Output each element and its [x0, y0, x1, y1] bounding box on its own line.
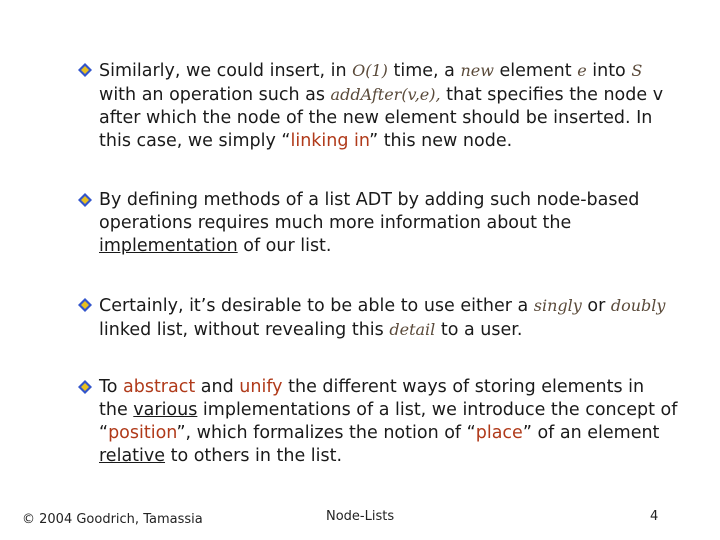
text-segment: with an operation such as: [99, 85, 331, 105]
text-segment: Certainly, it’s desirable to be able to use either a: [99, 296, 534, 316]
bullet-1-text: [99, 59, 678, 153]
text-segment: position: [108, 423, 177, 443]
bullet-3: [78, 294, 678, 342]
text-segment: doubly: [610, 296, 666, 315]
text-segment: To: [99, 377, 123, 397]
text-segment: and: [195, 377, 240, 397]
diamond-bullet-icon: [78, 63, 92, 77]
text-segment: to a user.: [435, 320, 523, 340]
diamond-bullet-icon: [78, 193, 92, 207]
text-segment: place: [475, 423, 523, 443]
diamond-bullet-icon: [78, 380, 92, 394]
text-segment: implementation: [99, 236, 238, 256]
text-segment: to others in the list.: [165, 446, 343, 466]
text-segment: or: [581, 296, 611, 316]
footer-copyright: © 2004 Goodrich, Tamassia: [22, 512, 203, 527]
bullet-2: [78, 189, 678, 258]
text-segment: element: [493, 61, 578, 81]
text-segment: implementations of a list, we introduce the concept of “: [99, 400, 678, 443]
text-segment: time, a: [387, 61, 461, 81]
text-segment: O(1): [352, 61, 388, 80]
text-segment: singly: [533, 296, 582, 315]
text-segment: ” of an element: [522, 423, 660, 443]
text-segment: By defining methods of a list ADT by adding such node-based operations requires much more information about the: [99, 190, 640, 233]
bullet-1: [78, 59, 678, 153]
diamond-bullet-icon: [78, 298, 92, 312]
text-segment: various: [133, 400, 198, 420]
bullet-3-text: [99, 294, 678, 342]
text-segment: S: [631, 61, 643, 80]
bullet-4: [78, 376, 678, 468]
text-segment: into: [586, 61, 632, 81]
text-segment: detail: [389, 320, 436, 339]
text-segment: Similarly, we could insert, in: [99, 61, 353, 81]
text-segment: addAfter(v,e),: [330, 85, 441, 104]
text-segment: linking in: [290, 131, 370, 151]
text-segment: ”, which formalizes the notion of “: [176, 423, 476, 443]
text-segment: relative: [99, 446, 166, 466]
text-segment: abstract: [123, 377, 196, 397]
page-number: 4: [650, 509, 659, 524]
bullet-2-text: [99, 189, 678, 258]
text-segment: that specifies the node v after which the node of the new element should be inserted. In this case, we simply “: [99, 85, 664, 151]
text-segment: of our list.: [237, 236, 332, 256]
text-segment: linked list, without revealing this: [99, 320, 390, 340]
text-segment: the different ways of storing elements in the: [99, 377, 645, 420]
text-segment: ” this new node.: [369, 131, 513, 151]
text-segment: unify: [239, 377, 283, 397]
footer-title: Node-Lists: [326, 509, 395, 524]
bullet-4-text: [99, 376, 678, 468]
text-segment: new: [460, 61, 494, 80]
text-segment: e: [577, 61, 587, 80]
